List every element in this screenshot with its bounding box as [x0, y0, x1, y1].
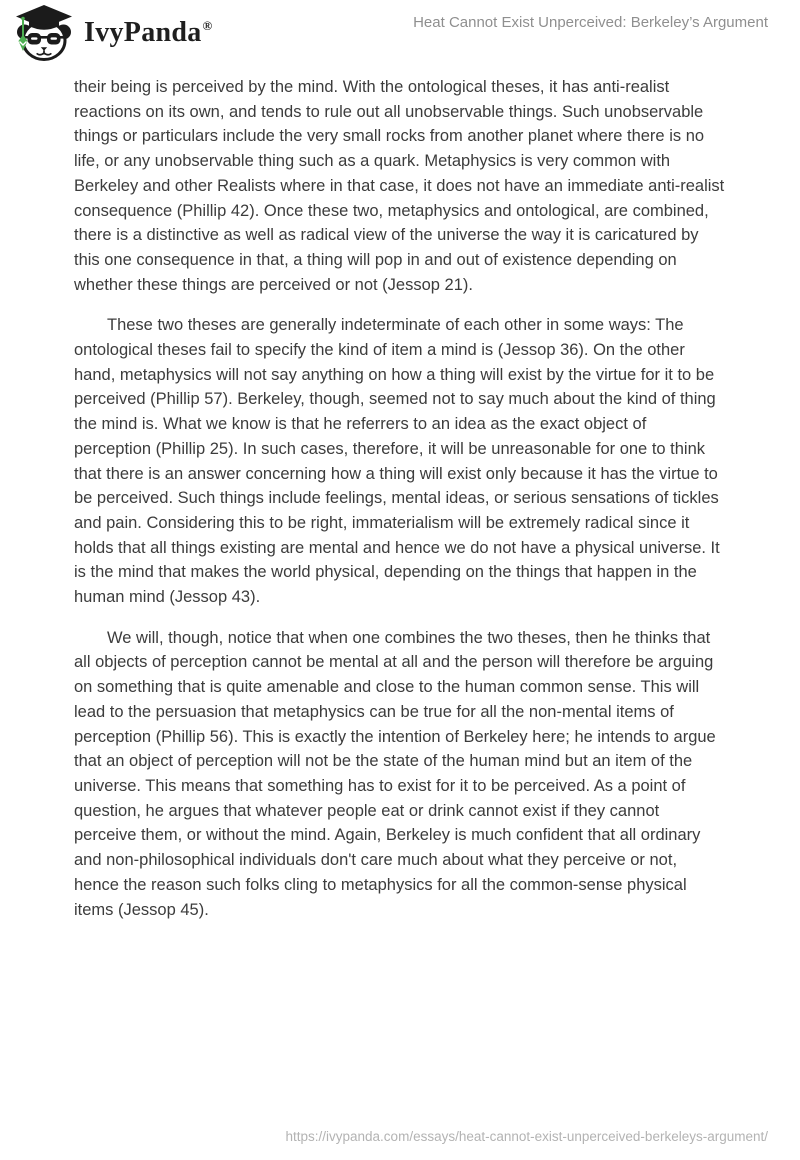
header: [0, 0, 800, 64]
paragraph-1: their being is perceived by the mind. With the ontological theses, it has anti-realist reactions on its own, and tends to rule out all unobservable things. Such unobservable things or particulars include the very small rocks from another planet where there is no life, or any unobservable thing such as a quark. Metaphysics is very common with Berkeley and other Realists where in that case, it does not have an immediate anti-realist consequence (Phillip 42). Once these two, metaphysics and ontological, are combined, there is a distinctive as well as radical view of the universe the way it is caricatured by this one consequence in that, a thing will pop in and out of existence depending on whether these things are perceived or not (Jessop 21).: [74, 78, 725, 294]
paragraph-2: These two theses are generally indeterminate of each other in some ways: The ontological theses fail to specify the kind of item a mind is (Jessop 36). On the other hand, metaphysics will not say anything on how a thing will exist by the virtue for it to be perceived (Phillip 57). Berkeley, though, seemed not to say much about the kind of thing the mind is. What we know is that he referrers to an idea as the exact object of perception (Phillip 25). In such cases, therefore, it will be unreasonable for one to think that there is an answer concerning how a thing will exist only because it has the virtue to be perceived. Such things include feelings, mental ideas, or serious sensations of tickles and pain. Considering this to be right, immaterialism will be extremely radical since it holds that all things existing are mental and hence we do not have a physical universe. It is the mind that makes the world physical, depending on the things that happen in the human mind (Jessop 43).: [74, 316, 720, 607]
ivypanda-logo[interactable]: [13, 5, 212, 61]
footer: [286, 1128, 769, 1146]
registered-trademark: ®: [202, 18, 213, 33]
panda-graduate-icon: [13, 5, 75, 61]
brand-name-text: IvyPanda: [84, 17, 202, 48]
paragraph-3: We will, though, notice that when one combines the two theses, then he thinks that all objects of perception cannot be mental at all and the person will therefore be arguing on something that is quite amenable and close to the human common sense. This will lead to the persuasion that metaphysics can be true for all the non-mental items of perception (Phillip 56). This is exactly the intention of Berkeley here; he intends to argue that an object of perception will not be the state of the human mind but an item of the universe. This means that something has to exist for it to be perceived. As a point of question, he argues that whatever people eat or drink cannot exist if they cannot perceive them, or without the mind. Again, Berkeley is much confident that all ordinary and non-philosophical individuals don't care much about what they perceive or not, hence the reason such folks cling to metaphysics for all the common-sense physical items (Jessop 45).: [74, 628, 716, 919]
brand-name: [84, 17, 212, 49]
essay-body: [0, 64, 800, 922]
document-title: Heat Cannot Exist Unperceived: Berkeley’s Argument: [413, 14, 768, 31]
source-url-link[interactable]: https://ivypanda.com/essays/heat-cannot-exist-unperceived-berkeleys-argument/: [285, 1129, 768, 1144]
